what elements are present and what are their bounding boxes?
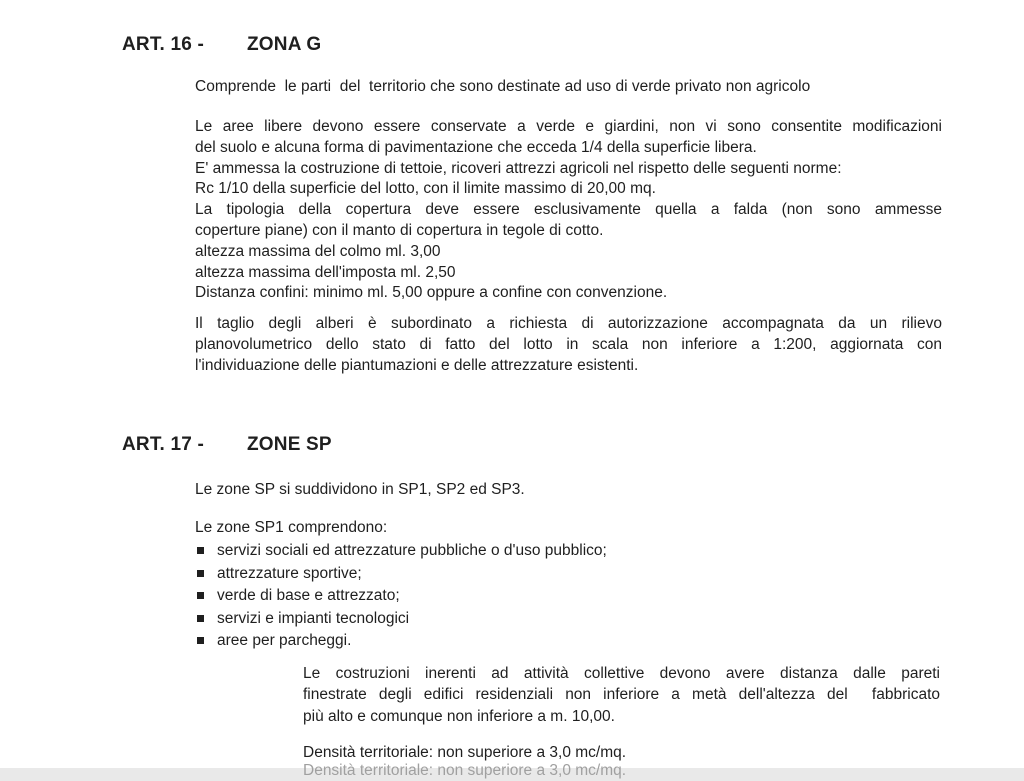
article-16-title: ZONA G [247, 34, 322, 55]
list-item [195, 630, 942, 653]
article-16-number: ART. 16 - [122, 34, 205, 55]
text-line: altezza massima dell'imposta ml. 2,50 [195, 263, 456, 281]
text-line: Le zone SP si suddividono in SP1, SP2 ed SP3. [195, 481, 525, 498]
article-17-list-lead [195, 518, 942, 539]
text-line: più alto e comunque non inferiore a m. 10,00. [303, 707, 615, 725]
article-16-heading [122, 34, 321, 56]
text-line: Densità territoriale: non superiore a 3,0 mc/mq. [303, 744, 627, 761]
text-line: planovolumetrico dello stato di fatto del lotto in scala non inferiore a 1:200, aggiornata con [195, 335, 942, 353]
text-line: Il taglio degli alberi è subordinato a richiesta di autorizzazione accompagnata da un rilievo [195, 315, 942, 332]
article-16-trees-paragraph [195, 314, 942, 376]
bullet-square-icon [197, 547, 204, 554]
text-line: coperture piane) con il manto di copertura in tegole di cotto. [195, 221, 604, 239]
text-line: del suolo e alcuna forma di pavimentazione che ecceda 1/4 della superficie libera. [195, 138, 757, 156]
list-item-label: verde di base e attrezzato; [217, 587, 400, 605]
sp1-bullet-list [195, 540, 942, 653]
constructions-paragraph [303, 663, 940, 727]
text-line: La tipologia della copertura deve essere esclusivamente quella a falda (non sono ammesse [195, 201, 942, 219]
bullet-square-icon [197, 592, 204, 599]
list-item [195, 608, 942, 631]
list-item-label: servizi sociali ed attrezzature pubbliche o d'uso pubblico; [217, 542, 607, 559]
text-line: Rc 1/10 della superficie del lotto, con il limite massimo di 20,00 mq. [195, 180, 656, 198]
list-item-label: attrezzature sportive; [217, 564, 362, 582]
list-item [195, 563, 942, 586]
list-item-label: aree per parcheggi. [217, 632, 352, 650]
text-line: Comprende le parti del territorio che sono destinate ad uso di verde privato non agricolo [195, 78, 811, 95]
text-line: Le aree libere devono essere conservate a verde e giardini, non vi sono consentite modificazioni [195, 118, 942, 135]
text-line: Le zone SP1 comprendono: [195, 519, 388, 536]
bullet-square-icon [197, 570, 204, 577]
clipped-next-line [303, 762, 940, 779]
text-line: l'individuazione delle piantumazioni e delle attrezzature esistenti. [195, 356, 639, 374]
bullet-square-icon [197, 615, 204, 622]
list-item [195, 540, 942, 563]
text-line: Le costruzioni inerenti ad attività collettive devono avere distanza dalle pareti [303, 665, 940, 682]
article-17-heading [122, 434, 332, 456]
list-item-label: servizi e impianti tecnologici [217, 609, 410, 627]
article-17-number: ART. 17 - [122, 434, 205, 455]
bullet-square-icon [197, 637, 204, 644]
article-16-intro-paragraph [195, 77, 942, 98]
text-line: E' ammessa la costruzione di tettoie, ricoveri attrezzi agricoli nel rispetto delle seguenti norme: [195, 159, 842, 177]
list-item [195, 585, 942, 608]
text-line: Densità territoriale: non superiore a 3,0 mc/mq. [303, 762, 627, 779]
article-17-title: ZONE SP [247, 434, 332, 455]
text-line: Distanza confini: minimo ml. 5,00 oppure a confine con convenzione. [195, 284, 668, 302]
article-17-intro-paragraph [195, 480, 942, 501]
article-16-rules-paragraph [195, 117, 942, 304]
text-line: altezza massima del colmo ml. 3,00 [195, 242, 441, 260]
text-line: finestrate degli edifici residenziali non inferiore a metà dell'altezza del fabbricato [303, 686, 940, 704]
